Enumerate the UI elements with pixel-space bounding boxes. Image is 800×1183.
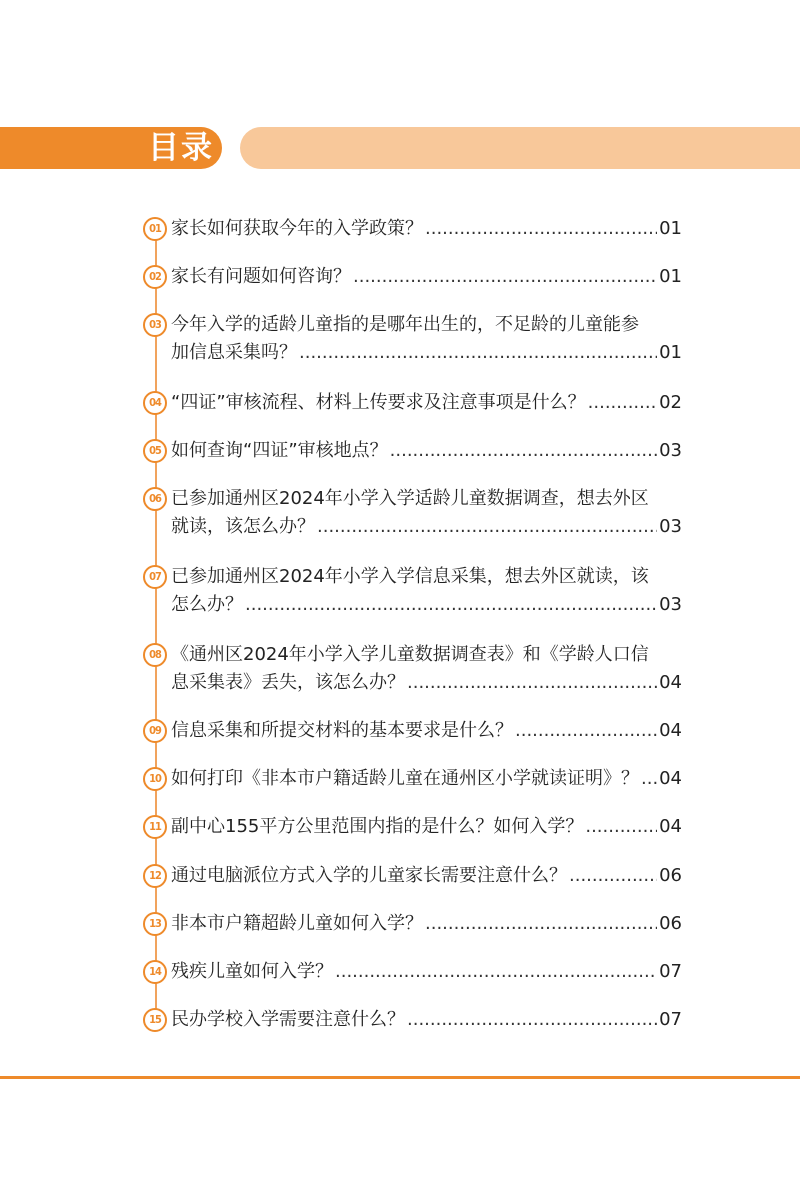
- toc-page-number: 07: [659, 1009, 682, 1030]
- toc-leader-dots: [585, 814, 657, 840]
- toc-item-line: [171, 1007, 682, 1033]
- toc-leader-dots: [425, 216, 657, 242]
- toc-item-line: [171, 766, 682, 792]
- toc-item-line: [171, 642, 682, 668]
- toc-leader-dots: [335, 959, 657, 985]
- toc-item-title: 如何查询“四证”审核地点？: [171, 440, 388, 461]
- toc-page-number: 03: [659, 440, 682, 461]
- toc-item-line: [171, 564, 682, 590]
- toc-leader-dots: [299, 340, 657, 366]
- toc-page-number: 04: [659, 816, 682, 837]
- toc-item-line: [171, 438, 682, 464]
- toc-item-line: [171, 216, 682, 242]
- toc-page-number: 03: [659, 594, 682, 615]
- toc-item-line: [171, 340, 682, 366]
- toc-item-line: [171, 264, 682, 290]
- toc-item-number: 04: [143, 391, 167, 415]
- toc-item-title: “四证”审核流程、材料上传要求及注意事项是什么？: [171, 392, 586, 413]
- toc-item-number: 02: [143, 265, 167, 289]
- toc-item-line: [171, 514, 682, 540]
- toc-leader-dots: [641, 766, 657, 792]
- toc-page-number: 04: [659, 672, 682, 693]
- toc-item-number: 05: [143, 439, 167, 463]
- page-title: 目录: [148, 130, 214, 166]
- toc-item-line: [171, 911, 682, 937]
- toc-item-title: 非本市户籍超龄儿童如何入学？: [171, 913, 423, 934]
- toc-item-title: 就读，该怎么办？: [171, 516, 315, 537]
- toc-item-line: [171, 814, 682, 840]
- toc-item-number: 14: [143, 960, 167, 984]
- toc-item-number: 11: [143, 815, 167, 839]
- toc-page-number: 07: [659, 961, 682, 982]
- toc-item-title: 如何打印《非本市户籍适龄儿童在通州区小学就读证明》？: [171, 768, 639, 789]
- toc-item-line: [171, 863, 682, 889]
- toc-item-title: 残疾儿童如何入学？: [171, 961, 333, 982]
- toc-item-title: 《通州区2024年小学入学儿童数据调查表》和《学龄人口信: [171, 644, 649, 665]
- toc-item-title: 副中心155平方公里范围内指的是什么？如何入学？: [171, 816, 584, 837]
- toc-leader-dots: [390, 438, 657, 464]
- toc-page-number: 06: [659, 913, 682, 934]
- toc-item-number: 09: [143, 719, 167, 743]
- toc-item-line: [171, 390, 682, 416]
- toc-item-title: 民办学校入学需要注意什么？: [171, 1009, 405, 1030]
- toc-leader-dots: [317, 514, 657, 540]
- toc-page-number: 01: [659, 218, 682, 239]
- toc-item-number: 06: [143, 487, 167, 511]
- toc-item-title: 家长有问题如何咨询？: [171, 266, 351, 287]
- toc-item-line: [171, 718, 682, 744]
- toc-item-number: 01: [143, 217, 167, 241]
- toc-leader-dots: [515, 718, 657, 744]
- toc-item-number: 12: [143, 864, 167, 888]
- toc-item-number: 13: [143, 912, 167, 936]
- toc-item-line: [171, 592, 682, 618]
- toc-leader-dots: [588, 390, 657, 416]
- toc-item-line: [171, 486, 682, 512]
- toc-leader-dots: [425, 911, 657, 937]
- toc-page-number: 06: [659, 865, 682, 886]
- toc-item-number: 10: [143, 767, 167, 791]
- toc-item-number: 15: [143, 1008, 167, 1032]
- toc-item-title: 已参加通州区2024年小学入学信息采集，想去外区就读，该: [171, 566, 649, 587]
- toc-leader-dots: [407, 1007, 657, 1033]
- toc-item-number: 08: [143, 643, 167, 667]
- toc-leader-dots: [569, 863, 657, 889]
- toc-page-number: 01: [659, 342, 682, 363]
- toc-page-number: 03: [659, 516, 682, 537]
- toc-item-title: 怎么办？: [171, 594, 243, 615]
- toc-item-title: 今年入学的适龄儿童指的是哪年出生的，不足龄的儿童能参: [171, 314, 639, 335]
- toc-page-number: 04: [659, 768, 682, 789]
- toc-page-number: 01: [659, 266, 682, 287]
- toc-item-line: [171, 670, 682, 696]
- toc-item-number: 03: [143, 313, 167, 337]
- toc-leader-dots: [407, 670, 657, 696]
- toc-leader-dots: [353, 264, 657, 290]
- toc-item-title: 加信息采集吗？: [171, 342, 297, 363]
- toc-item-title: 通过电脑派位方式入学的儿童家长需要注意什么？: [171, 865, 567, 886]
- toc-item-title: 息采集表》丢失，该怎么办？: [171, 672, 405, 693]
- toc-leader-dots: [245, 592, 657, 618]
- toc-page-number: 02: [659, 392, 682, 413]
- toc-item-title: 家长如何获取今年的入学政策？: [171, 218, 423, 239]
- footer-divider: [0, 1076, 800, 1079]
- toc-item-line: [171, 312, 682, 338]
- toc-item-title: 信息采集和所提交材料的基本要求是什么？: [171, 720, 513, 741]
- toc-item-line: [171, 959, 682, 985]
- toc-item-title: 已参加通州区2024年小学入学适龄儿童数据调查，想去外区: [171, 488, 649, 509]
- toc-item-number: 07: [143, 565, 167, 589]
- toc-page-number: 04: [659, 720, 682, 741]
